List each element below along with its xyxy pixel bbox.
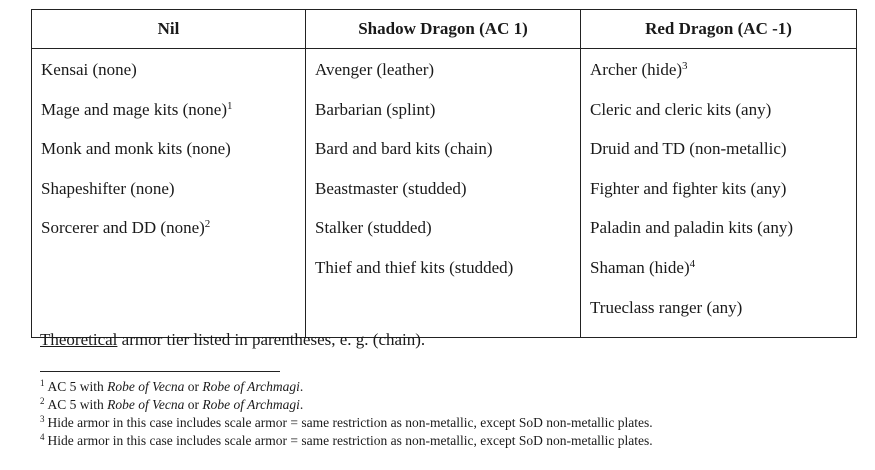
- item-text: Kensai (none): [41, 60, 137, 79]
- footnote-separator: [40, 371, 280, 372]
- footnotes: [40, 378, 653, 450]
- list-item: [590, 179, 856, 198]
- list-item: [590, 298, 856, 317]
- footnote-number: 2: [40, 396, 45, 406]
- list-item: [41, 179, 305, 198]
- item-text: Beastmaster (studded): [315, 178, 467, 198]
- list-item: [41, 100, 305, 119]
- footnote-text: AC 5 with: [47, 397, 108, 412]
- footnote-text: Hide armor in this case includes scale armor = same restriction as non-metallic, except SoD non-metallic plates.: [47, 433, 653, 448]
- list-item: [590, 60, 856, 79]
- column-nil: [32, 49, 306, 338]
- list-item: [41, 60, 305, 79]
- footnote-text: .: [299, 379, 304, 394]
- item-text: Avenger (leather): [315, 60, 435, 79]
- footnote: [40, 396, 653, 414]
- item-text: Mage and mage kits (none): [41, 99, 227, 119]
- item-text: Thief and thief kits (studded): [315, 257, 514, 277]
- table-body-row: [32, 49, 857, 338]
- item-text: Monk and monk kits (none): [41, 139, 231, 159]
- item-text: Trueclass ranger (any): [590, 297, 743, 317]
- footnote: [40, 378, 653, 396]
- item-text: Archer (hide): [590, 60, 683, 79]
- footnote-number: 1: [40, 378, 45, 388]
- footnote-text: .: [299, 397, 304, 412]
- footnote-ref: 4: [689, 257, 696, 270]
- footnote-text: or: [184, 379, 203, 394]
- item-text: Shapeshifter (none): [41, 178, 175, 198]
- footnote-ref: 2: [204, 218, 211, 231]
- item-text: Bard and bard kits (chain): [315, 139, 493, 159]
- list-item: [315, 100, 580, 119]
- list-item: [315, 60, 580, 79]
- list-item: [315, 139, 580, 158]
- footnote-text: AC 5 with: [47, 379, 108, 394]
- header-shadow-dragon: Shadow Dragon (AC 1): [306, 10, 581, 49]
- item-text: Cleric and cleric kits (any): [590, 99, 772, 119]
- footnote-text: Hide armor in this case includes scale armor = same restriction as non-metallic, except SoD non-metallic plates.: [47, 415, 653, 430]
- list-item: [590, 139, 856, 158]
- list-item: [315, 179, 580, 198]
- list-item: [590, 100, 856, 119]
- footnote-italic: Robe of Vecna: [107, 379, 185, 394]
- item-text: Stalker (studded): [315, 218, 432, 238]
- footnote: [40, 414, 653, 432]
- armor-tier-table: [31, 9, 857, 338]
- footnote-number: 3: [40, 414, 45, 424]
- item-text: Paladin and paladin kits (any): [590, 218, 794, 238]
- footnote-ref: 1: [227, 99, 233, 112]
- footnote-text: or: [184, 397, 203, 412]
- header-nil: Nil: [32, 10, 306, 49]
- list-item: [590, 258, 856, 277]
- item-text: Sorcerer and DD (none): [41, 218, 205, 238]
- footnote-ref: 3: [682, 60, 688, 72]
- footnote-italic: Robe of Archmagi: [202, 379, 300, 394]
- item-text: Shaman (hide): [590, 257, 690, 277]
- item-text: Druid and TD (non-metallic): [590, 139, 787, 159]
- note-text: armor tier listed in parentheses, e. g. (chain).: [117, 330, 426, 349]
- list-item: [315, 218, 580, 237]
- item-text: Barbarian (splint): [315, 99, 436, 119]
- footnote-italic: Robe of Archmagi: [202, 397, 300, 412]
- footnote-number: 4: [40, 432, 45, 442]
- footnote: [40, 432, 653, 450]
- list-item: [41, 218, 305, 237]
- item-text: Fighter and fighter kits (any): [590, 178, 787, 198]
- list-item: [315, 258, 580, 277]
- header-red-dragon: Red Dragon (AC -1): [581, 10, 857, 49]
- list-item: [590, 218, 856, 237]
- table-note: [40, 330, 425, 350]
- list-item: [41, 139, 305, 158]
- table-header-row: [32, 10, 857, 49]
- column-shadow-dragon: [306, 49, 581, 338]
- footnote-italic: Robe of Vecna: [107, 397, 185, 412]
- note-underlined-word: Theoretical: [40, 330, 118, 349]
- column-red-dragon: [581, 49, 857, 338]
